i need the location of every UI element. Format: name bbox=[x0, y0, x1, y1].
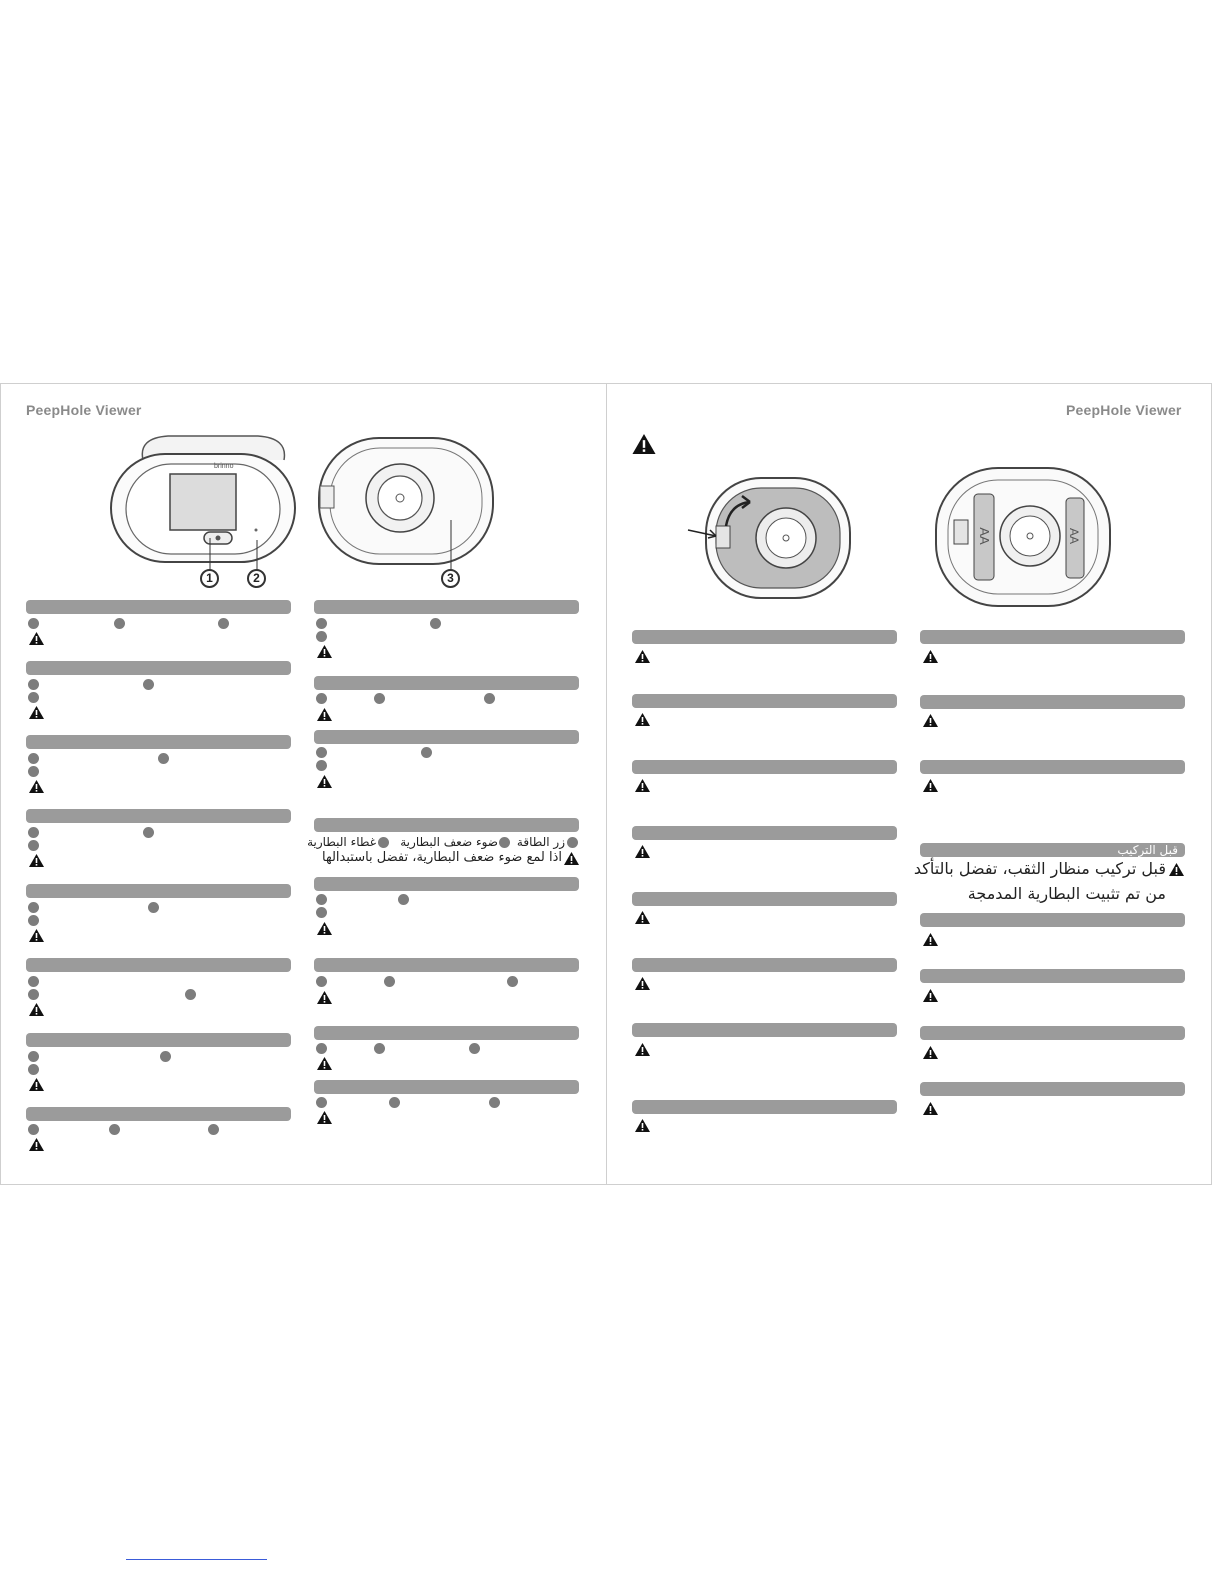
bullet-dot bbox=[430, 618, 441, 629]
bullet-dot bbox=[316, 618, 327, 629]
battery-compartment-illustration bbox=[934, 464, 1112, 610]
callout-leaders bbox=[205, 536, 265, 572]
bullet-dot bbox=[28, 1124, 39, 1135]
section-bar bbox=[632, 1100, 897, 1114]
bullet-dot bbox=[374, 1043, 385, 1054]
bullet-dot bbox=[160, 1051, 171, 1062]
bullet-dot bbox=[374, 693, 385, 704]
bullet-dot bbox=[28, 1051, 39, 1062]
install-section-title: قبل التركيب bbox=[1117, 843, 1178, 857]
section-bar bbox=[632, 826, 897, 840]
bullet-dot bbox=[484, 693, 495, 704]
section-bar bbox=[920, 630, 1185, 644]
warning-icon bbox=[635, 713, 650, 726]
footer-underline bbox=[126, 1559, 267, 1560]
bullet-dot bbox=[316, 1097, 327, 1108]
bullet-dot bbox=[489, 1097, 500, 1108]
warning-icon bbox=[635, 1043, 650, 1056]
bullet-dot bbox=[28, 915, 39, 926]
warning-icon bbox=[317, 991, 332, 1004]
warning-icon bbox=[29, 854, 44, 867]
bullet-dot bbox=[28, 840, 39, 851]
bullet-dot bbox=[28, 902, 39, 913]
warning-icon bbox=[317, 1111, 332, 1124]
callout-3: 3 bbox=[441, 569, 460, 588]
callout-1: 1 bbox=[200, 569, 219, 588]
low-battery-note: اذا لمع ضوء ضعف البطارية، تفضل باستبدالها bbox=[322, 850, 562, 865]
bullet-dot bbox=[208, 1124, 219, 1135]
warning-icon bbox=[564, 852, 579, 865]
install-note-line-1: قبل تركيب منظار الثقب، تفضل بالتأكد bbox=[913, 859, 1166, 878]
bullet-dot bbox=[316, 894, 327, 905]
bullet-dot bbox=[316, 760, 327, 771]
brand-title-right: PeepHole Viewer bbox=[1066, 402, 1182, 418]
section-bar bbox=[632, 892, 897, 906]
warning-icon bbox=[923, 1102, 938, 1115]
section-bar bbox=[632, 630, 897, 644]
section-bar bbox=[314, 877, 579, 891]
bullet-dot bbox=[316, 907, 327, 918]
warning-icon bbox=[923, 989, 938, 1002]
section-bar bbox=[314, 730, 579, 744]
bullet-dot bbox=[28, 618, 39, 629]
warning-icon bbox=[923, 779, 938, 792]
section-bar bbox=[632, 694, 897, 708]
bullet-dot bbox=[567, 837, 578, 848]
warning-icon bbox=[29, 1003, 44, 1016]
warning-icon bbox=[317, 708, 332, 721]
bullet-dot bbox=[421, 747, 432, 758]
warning-icon bbox=[317, 775, 332, 788]
bullet-dot bbox=[148, 902, 159, 913]
callout-3-leader bbox=[448, 520, 454, 572]
bullet-dot bbox=[316, 747, 327, 758]
warning-icon bbox=[635, 911, 650, 924]
section-bar bbox=[920, 695, 1185, 709]
warning-icon bbox=[29, 706, 44, 719]
bullet-dot bbox=[114, 618, 125, 629]
warning-icon bbox=[29, 929, 44, 942]
section-bar bbox=[26, 600, 291, 614]
bullet-dot bbox=[389, 1097, 400, 1108]
warning-icon bbox=[635, 977, 650, 990]
bullet-dot bbox=[109, 1124, 120, 1135]
device-logo: brinno bbox=[214, 463, 234, 470]
warning-icon bbox=[29, 1078, 44, 1091]
callout-2: 2 bbox=[247, 569, 266, 588]
warning-icon bbox=[29, 632, 44, 645]
warning-icon bbox=[923, 933, 938, 946]
warning-icon bbox=[635, 650, 650, 663]
section-bar bbox=[314, 1080, 579, 1094]
device-back-illustration bbox=[316, 434, 496, 570]
section-bar bbox=[26, 1033, 291, 1047]
bullet-dot bbox=[469, 1043, 480, 1054]
warning-icon bbox=[29, 780, 44, 793]
warning-icon bbox=[923, 650, 938, 663]
section-bar bbox=[632, 1023, 897, 1037]
section-bar bbox=[314, 1026, 579, 1040]
section-bar bbox=[920, 969, 1185, 983]
bullet-dot bbox=[507, 976, 518, 987]
bullet-dot bbox=[28, 989, 39, 1000]
section-bar bbox=[26, 958, 291, 972]
section-bar bbox=[26, 809, 291, 823]
battery-cover-label: غطاء البطارية bbox=[307, 835, 376, 849]
bullet-dot bbox=[28, 976, 39, 987]
bullet-dot bbox=[316, 976, 327, 987]
bullet-dot bbox=[28, 1064, 39, 1075]
bullet-dot bbox=[384, 976, 395, 987]
warning-icon bbox=[1169, 863, 1184, 876]
warning-icon bbox=[317, 645, 332, 658]
power-button-label: زر الطاقة bbox=[516, 835, 565, 849]
page-divider bbox=[606, 383, 607, 1185]
section-bar bbox=[632, 958, 897, 972]
section-bar bbox=[314, 958, 579, 972]
warning-icon bbox=[923, 714, 938, 727]
warning-icon bbox=[635, 779, 650, 792]
warning-icon bbox=[635, 845, 650, 858]
bullet-dot bbox=[316, 1043, 327, 1054]
bullet-dot bbox=[143, 679, 154, 690]
section-bar bbox=[26, 735, 291, 749]
bullet-dot bbox=[218, 618, 229, 629]
warning-icon bbox=[923, 1046, 938, 1059]
warning-icon bbox=[635, 1119, 650, 1132]
section-bar bbox=[920, 913, 1185, 927]
section-bar bbox=[920, 1026, 1185, 1040]
low-battery-light-label: ضوء ضعف البطارية bbox=[400, 835, 498, 849]
section-bar bbox=[314, 818, 579, 832]
battery-cover-removal-illustration bbox=[686, 474, 854, 602]
section-bar bbox=[314, 676, 579, 690]
bullet-dot bbox=[143, 827, 154, 838]
device-front-illustration bbox=[108, 430, 298, 570]
section-bar bbox=[920, 1082, 1185, 1096]
bullet-dot bbox=[28, 766, 39, 777]
warning-icon bbox=[317, 922, 332, 935]
section-bar bbox=[26, 884, 291, 898]
warning-icon bbox=[29, 1138, 44, 1151]
bullet-dot bbox=[499, 837, 510, 848]
bullet-dot bbox=[28, 827, 39, 838]
bullet-dot bbox=[28, 692, 39, 703]
battery-label-right: AA bbox=[1067, 527, 1081, 545]
bullet-dot bbox=[28, 753, 39, 764]
bullet-dot bbox=[158, 753, 169, 764]
bullet-dot bbox=[316, 693, 327, 704]
section-bar bbox=[26, 661, 291, 675]
bullet-dot bbox=[28, 679, 39, 690]
battery-label-left: AA bbox=[977, 527, 992, 545]
brand-title-left: PeepHole Viewer bbox=[26, 402, 142, 418]
warning-icon bbox=[632, 434, 656, 454]
bullet-dot bbox=[185, 989, 196, 1000]
section-bar bbox=[632, 760, 897, 774]
section-bar bbox=[26, 1107, 291, 1121]
section-bar bbox=[920, 760, 1185, 774]
bullet-dot bbox=[316, 631, 327, 642]
section-bar bbox=[314, 600, 579, 614]
warning-icon bbox=[317, 1057, 332, 1070]
bullet-dot bbox=[378, 837, 389, 848]
bullet-dot bbox=[398, 894, 409, 905]
install-note-line-2: من تم تثبيت البطارية المدمجة bbox=[967, 884, 1166, 903]
